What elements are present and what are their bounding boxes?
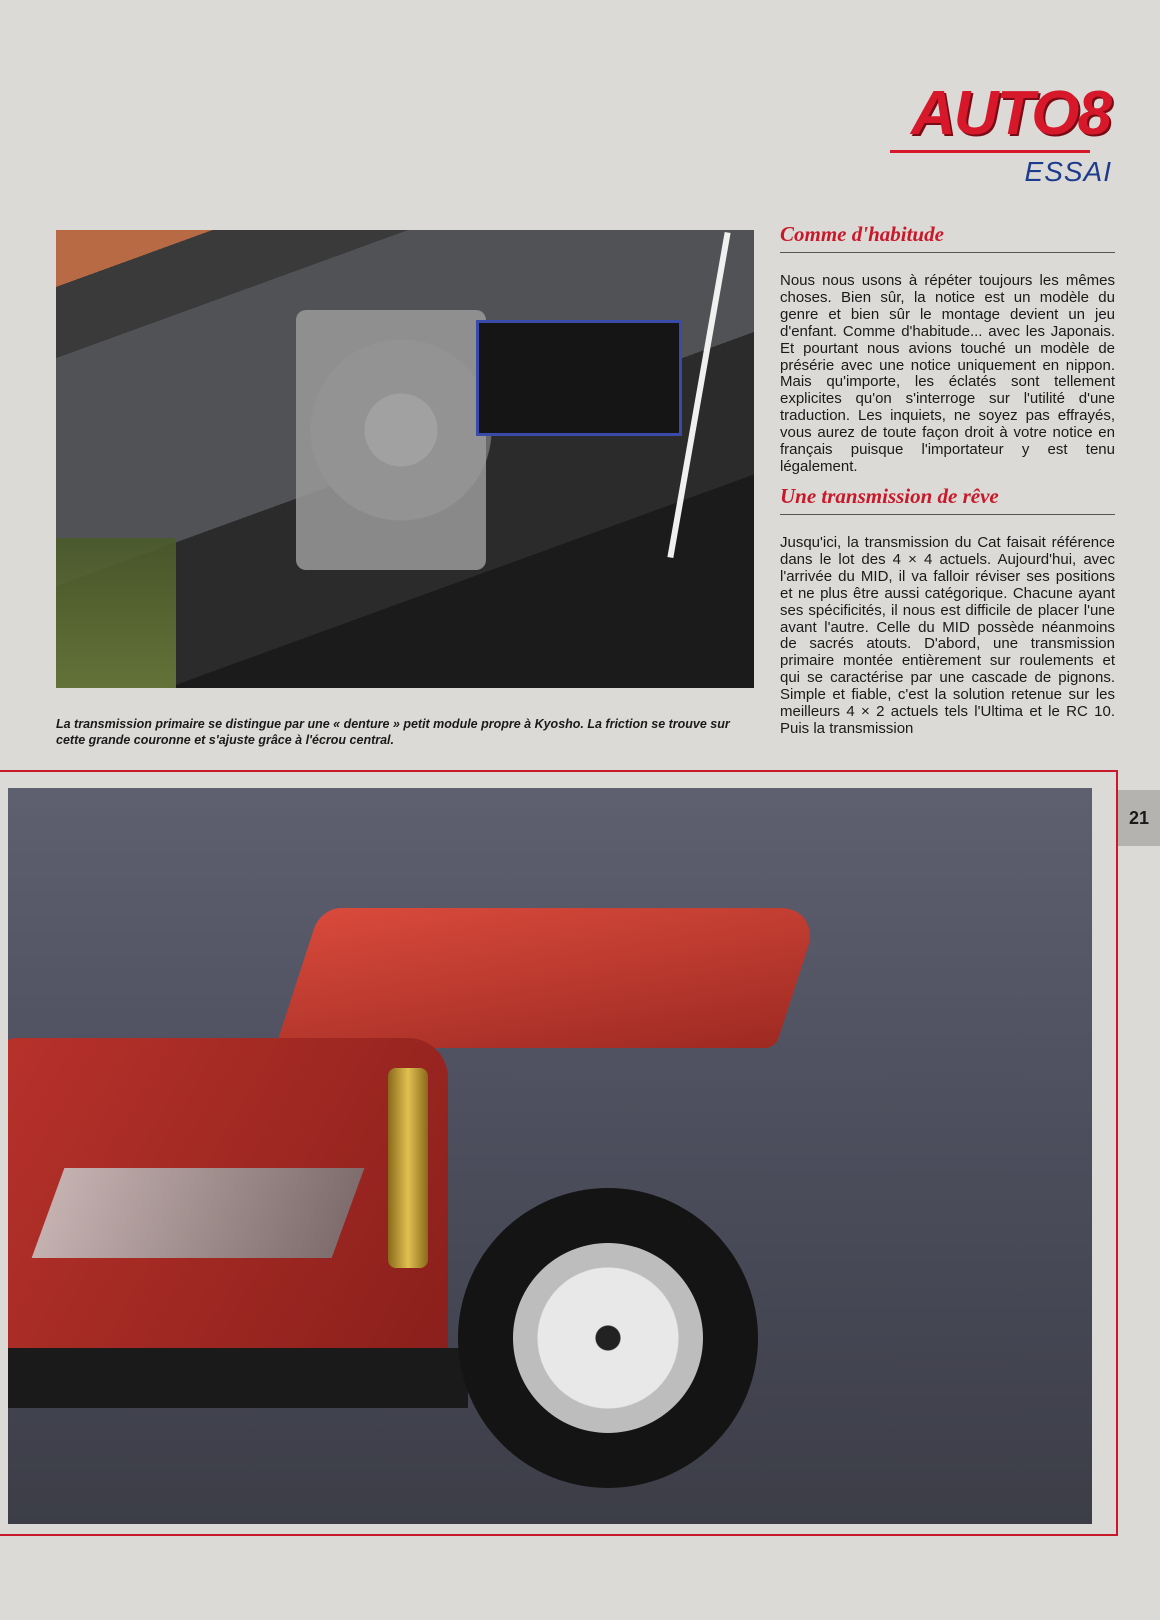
section-label: ESSAI [1024, 156, 1112, 187]
article-section-transmission [780, 484, 1115, 738]
page-number-tab [1118, 790, 1160, 846]
photo-grass [56, 538, 176, 688]
photo-caption: La transmission primaire se distingue par une « denture » petit module propre à Kyosho. La friction se trouve sur cette grande couronne et s'ajuste grâce à l'écrou central. [56, 717, 730, 747]
section-body: Nous nous usons à répéter toujours les mêmes choses. Bien sûr, la notice est un modèle du genre et bien sûr le montage devient un jeu d'enfant. Comme d'habitude... avec les Japonais. Et pourtant nous avions touché un modèle de présérie avec une notice uniquement en nippon. Mais qu'importe, les éclatés sont tellement explicites qu'on s'interroge sur l'utilité d'une traduction. Les inquiets, ne soyez pas effrayés, vous aurez de toute façon droit à votre notice en français puisque l'importateur y est tenu légalement. [780, 272, 1115, 475]
section-heading: Une transmission de rêve [780, 484, 1115, 515]
photo-rim [513, 1243, 703, 1433]
magazine-logo [880, 78, 1120, 188]
photo-shock-absorber [388, 1068, 428, 1268]
section-heading: Comme d'habitude [780, 222, 1115, 253]
photo-receiver-box [476, 320, 682, 436]
transmission-photo [56, 230, 754, 688]
photo-gear-plate [296, 310, 486, 570]
page-number: 21 [1128, 807, 1150, 828]
photo-body-stripe [32, 1168, 365, 1258]
article-section-habitude [780, 222, 1115, 476]
logo-text: AUTO8 [910, 79, 1110, 148]
car-photo [8, 788, 1092, 1524]
photo-chassis-base [8, 1348, 468, 1408]
logo-underline [890, 150, 1090, 153]
photo-rear-wing [275, 908, 820, 1048]
section-body: Jusqu'ici, la transmission du Cat faisait référence dans le lot des 4 × 4 actuels. Aujourd'hui, avec l'arrivée du MID, il va falloir réviser ses positions et ne plus être aussi catégorique. Chacune ayant ses spécificités, il nous est difficile de placer l'une avant l'autre. Celle du MID possède néanmoins de sacrés atouts. D'abord, une transmission primaire montée entièrement sur roulements et qui se caractérise par une cascade de pignons. Simple et fiable, c'est la solution retenue sur les meilleurs 4 × 2 actuels tels l'Ultima et le RC 10. Puis la transmission [780, 534, 1115, 737]
